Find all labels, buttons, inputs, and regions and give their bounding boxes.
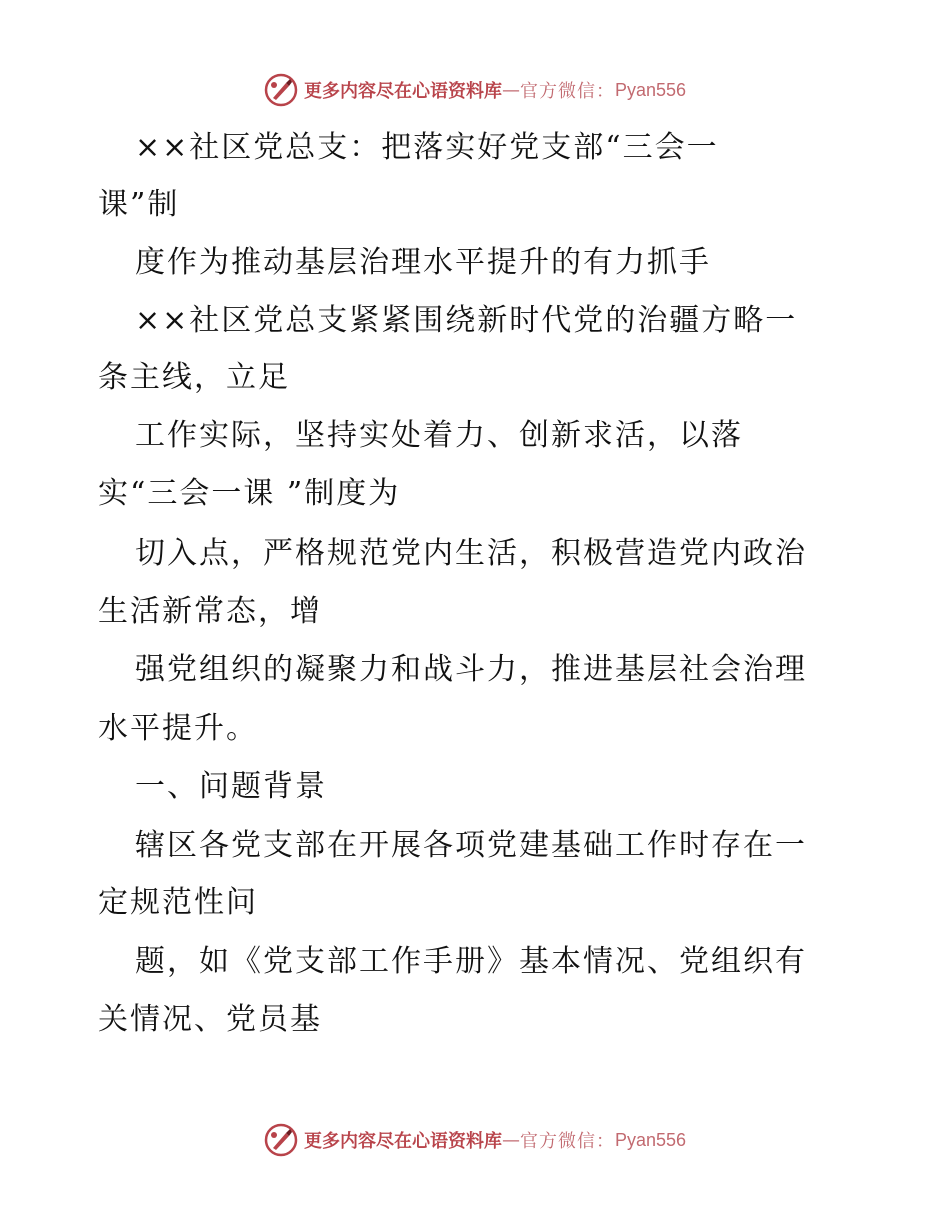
text-line: ××社区党总支紧紧围绕新时代党的治疆方略一 — [135, 303, 798, 338]
section-heading: 一、问题背景 — [135, 769, 327, 804]
text-line: 课”制 — [98, 187, 180, 222]
text-line: 辖区各党支部在开展各项党建基础工作时存在一 — [135, 828, 807, 863]
text-line: 强党组织的凝聚力和战斗力，推进基层社会治理 — [135, 652, 807, 687]
text-line: 实“三会一课 ”制度为 — [98, 476, 401, 511]
banner-label: 官方微信： — [519, 1131, 615, 1152]
banner-wechat-id: Pyan556 — [614, 1129, 687, 1150]
pen-logo-icon — [264, 1123, 298, 1157]
banner-label: 官方微信： — [519, 81, 615, 102]
text-line: 定规范性问 — [98, 885, 258, 920]
banner-text: 更多内容尽在心语资料库 — [303, 1131, 502, 1152]
text-line: 生活新常态，增 — [98, 594, 322, 629]
banner-separator: — — [501, 1129, 520, 1151]
pen-logo-icon — [264, 73, 298, 107]
text-line: 题，如《党支部工作手册》基本情况、党组织有 — [135, 944, 807, 979]
text-line: 水平提升。 — [98, 711, 258, 746]
header-banner — [0, 70, 950, 110]
banner-wechat-id: Pyan556 — [614, 79, 687, 100]
text-line: 工作实际，坚持实处着力、创新求活，以落 — [135, 418, 743, 453]
banner-separator: — — [501, 79, 520, 101]
text-line: 条主线，立足 — [98, 360, 290, 395]
footer-banner — [0, 1120, 950, 1160]
text-line: 度作为推动基层治理水平提升的有力抓手 — [135, 245, 711, 280]
banner-text: 更多内容尽在心语资料库 — [303, 81, 502, 102]
text-line: 关情况、党员基 — [98, 1002, 322, 1037]
text-line: ××社区党总支：把落实好党支部“三会一 — [135, 130, 719, 165]
text-line: 切入点，严格规范党内生活，积极营造党内政治 — [135, 536, 807, 571]
